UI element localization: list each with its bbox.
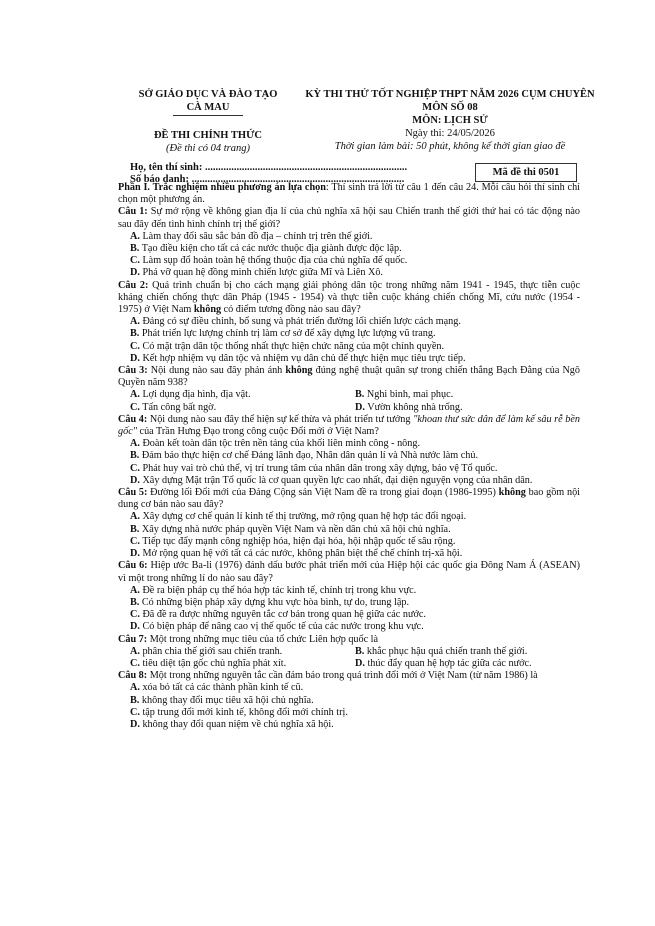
option-text: Có biện pháp để nâng cao vị thế quốc tế của các nước trong khu vực. <box>139 621 424 633</box>
official-label: ĐỀ THI CHÍNH THỨC <box>153 130 263 141</box>
question-stem <box>118 206 580 230</box>
answer-option <box>118 585 580 597</box>
option-letter: B. <box>130 523 140 535</box>
option-text: Đã đề ra được những nguyên tắc cơ bản trong quan hệ giữa các nước. <box>139 609 426 621</box>
option-text: khắc phục hậu quả chiến tranh thế giới. <box>364 645 528 657</box>
question-emphasis: không <box>498 487 526 499</box>
answer-option <box>118 341 580 353</box>
option-letter: C. <box>130 657 140 669</box>
question-text: Một trong những mục tiêu của tổ chức Liên hợp quốc là <box>147 633 379 645</box>
option-letter: B. <box>130 328 140 340</box>
question-emphasis: không <box>193 304 222 316</box>
option-letter: C. <box>130 401 140 413</box>
option-letter: C. <box>130 706 140 718</box>
option-text: không thay đổi mục tiêu xã hội chủ nghĩa. <box>139 694 314 706</box>
option-text: Vườn không nhà trống. <box>364 401 463 413</box>
answer-option <box>355 402 580 414</box>
option-letter: C. <box>130 340 140 352</box>
answer-option <box>118 267 580 279</box>
exam-code-box: Mã đề thi 0501 <box>475 163 577 182</box>
option-letter: B. <box>130 243 140 255</box>
answer-option <box>118 255 580 267</box>
option-text: phân chia thế giới sau chiến tranh. <box>139 645 283 657</box>
option-letter: D. <box>130 474 140 486</box>
answer-option <box>118 609 580 621</box>
answer-option <box>118 353 580 365</box>
option-text: Nghi binh, mai phục. <box>364 389 454 401</box>
answer-option <box>118 475 580 487</box>
answer-option <box>130 402 355 414</box>
option-letter: A. <box>130 389 140 401</box>
header-right <box>300 88 600 153</box>
answer-option <box>118 695 580 707</box>
option-text: tiêu diệt tận gốc chủ nghĩa phát xít. <box>139 657 287 669</box>
answer-option <box>355 389 580 401</box>
option-letter: B. <box>130 596 140 608</box>
answer-option <box>118 463 580 475</box>
option-letter: A. <box>130 316 140 328</box>
option-letter: D. <box>130 548 140 560</box>
header-left <box>128 88 288 155</box>
option-text: Xây dựng nhà nước pháp quyền Việt Nam và nền dân chủ xã hội chủ nghĩa. <box>139 523 451 535</box>
question-stem <box>118 560 580 584</box>
option-text: Đảng có sự điều chỉnh, bổ sung và phát triển đường lối chiến lược cách mạng. <box>139 316 461 328</box>
option-letter: B. <box>355 645 365 657</box>
question-stem <box>118 280 580 317</box>
section-intro <box>118 182 580 206</box>
option-text: Tạo điều kiện cho tất cả các nước thuộc địa giành được độc lập. <box>139 243 402 255</box>
answer-option-row <box>118 646 580 658</box>
option-letter: C. <box>130 609 140 621</box>
question-text: Một trong những nguyên tắc cần đảm bảo trong quá trình đổi mới ở Việt Nam (từ năm 1986) là <box>147 670 538 682</box>
option-letter: C. <box>130 255 140 267</box>
answer-option <box>355 646 580 658</box>
option-text: Tấn công bất ngờ. <box>139 401 217 413</box>
question-emphasis: không <box>285 365 313 377</box>
answer-option <box>118 597 580 609</box>
section-instructions: : Thí sinh trả lời từ câu 1 đến câu 24. Mỗi câu hỏi thí sinh chỉ chọn một phương án. <box>118 182 580 206</box>
option-text: Làm thay đổi sâu sắc bản đồ địa – chính trị trên thế giới. <box>139 230 373 242</box>
answer-option <box>118 243 580 255</box>
answer-option <box>130 658 355 670</box>
question-stem <box>118 487 580 511</box>
exam-title-line2: MÔN SỐ 08 <box>422 102 478 113</box>
question-stem <box>118 634 580 646</box>
question-text: Quá trình chuẩn bị cho cách mạng giải phóng dân tộc trong những năm 1941 - 1945, thực tiễn cuộc kháng chiến chống thực dân Pháp (1945 - 1954) và thực tiễn cuộc kháng chiến chống Mĩ, cứu nước (1954 - 1975) ở Việt Nam <box>118 279 581 316</box>
option-text: Phá vỡ quan hệ đồng minh chiến lược giữa Mĩ và Liên Xô. <box>139 267 383 279</box>
option-text: Có mặt trận dân tộc thống nhất thực hiện chức năng của một chính quyền. <box>139 340 445 352</box>
answer-option <box>118 707 580 719</box>
questions-body <box>118 182 580 731</box>
answer-option <box>118 438 580 450</box>
question-text: Sự mở rộng về không gian địa lí của chủ nghĩa xã hội sau Chiến tranh thế giới thứ hai có tác động nào sau đây đến tình hình chính trị thế giới? <box>118 206 580 230</box>
exam-date: Ngày thi: 24/05/2026 <box>405 128 495 139</box>
option-text: Đoàn kết toàn dân tộc trên nền tảng của khối liên minh công - nông. <box>139 438 420 450</box>
option-letter: A. <box>130 511 140 523</box>
exam-title: KỲ THI THỬ TỐT NGHIỆP THPT NĂM 2026 CỤM CHUYÊN <box>305 89 595 100</box>
option-text: Tiếp tục đẩy mạnh công nghiệp hóa, hiện đại hóa, hội nhập quốc tế sâu rộng. <box>139 535 456 547</box>
answer-option <box>118 450 580 462</box>
option-text: Kết hợp nhiệm vụ dân tộc và nhiệm vụ dân chủ để thực hiện mục tiêu trực tiếp. <box>139 352 466 364</box>
answer-option <box>118 621 580 633</box>
question-text-cont: bao gồm nội dung cơ bản nào sau đây? <box>118 487 581 511</box>
option-letter: C. <box>130 535 140 547</box>
option-letter: D. <box>130 621 140 633</box>
option-text: Có những biện pháp xây dựng khu vực hòa bình, tự do, trung lập. <box>139 596 410 608</box>
question-text: Hiệp ước Ba-li (1976) đánh dấu bước phát triển mới của Hiệp hội các quốc gia Đông Nam Á (ASEAN) vì một trong những lí do nào sau đây? <box>118 560 581 584</box>
question-text-cont: đúng nghệ thuật quân sự trong chiến thắng Bạch Đằng của Ngô Quyền năm 938? <box>118 365 580 389</box>
option-letter: A. <box>130 584 140 596</box>
answer-option-row <box>118 402 580 414</box>
answer-option <box>355 658 580 670</box>
question-text: Nội dung nào sau đây thể hiện sự kế thừa và phát triển tư tưởng <box>147 413 414 425</box>
question-number: Câu 3: <box>118 365 148 377</box>
department-name: SỞ GIÁO DỤC VÀ ĐÀO TẠO <box>138 89 278 100</box>
answer-option <box>118 548 580 560</box>
question-text: Đường lối Đổi mới của Đảng Cộng sản Việt Nam đề ra trong giai đoạn (1986-1995) <box>147 487 499 499</box>
option-letter: C. <box>130 462 140 474</box>
question-number: Câu 4: <box>118 413 148 425</box>
answer-option <box>118 316 580 328</box>
option-letter: A. <box>130 682 140 694</box>
option-letter: D. <box>355 657 365 669</box>
question-stem <box>118 414 580 438</box>
question-text-cont: có điểm tương đồng nào sau đây? <box>221 304 361 316</box>
answer-option-row <box>118 658 580 670</box>
time-note: Thời gian làm bài: 50 phút, không kể thời gian giao đề <box>334 141 566 152</box>
question-number: Câu 2: <box>118 279 149 291</box>
option-text: xóa bỏ tất cả các thành phần kinh tế cũ. <box>139 682 304 694</box>
option-letter: A. <box>130 230 140 242</box>
question-number: Câu 7: <box>118 633 148 645</box>
answer-option <box>118 328 580 340</box>
option-text: Xây dựng cơ chế quản lí kinh tế thị trường, mở rộng quan hệ hợp tác đối ngoại. <box>139 511 467 523</box>
option-text: tập trung đổi mới kinh tế, không đổi mới chính trị. <box>139 706 348 718</box>
candidate-name-field: Họ, tên thí sinh: ............................................................................. <box>130 162 408 173</box>
option-text: Xây dựng Mặt trận Tổ quốc là cơ quan quyền lực cao nhất, đại diện nguyện vọng của nhân dân. <box>139 474 533 486</box>
section-label: Phần I. Trắc nghiệm nhiều phương án lựa chọn <box>118 182 326 193</box>
option-text: Phát triển lực lượng chính trị làm cơ sở để xây dựng lực lượng vũ trang. <box>139 328 436 340</box>
answer-option <box>118 682 580 694</box>
answer-option <box>118 231 580 243</box>
answer-option <box>118 511 580 523</box>
question-number: Câu 6: <box>118 560 148 572</box>
department-province: CÀ MAU <box>186 102 230 113</box>
question-text-cont: của Trần Hưng Đạo trong công cuộc Đổi mới ở Việt Nam? <box>137 426 379 438</box>
option-letter: D. <box>130 352 140 364</box>
question-stem <box>118 365 580 389</box>
option-text: Mở rộng quan hệ với tất cả các nước, không phân biệt thể chế chính trị-xã hội. <box>139 548 463 560</box>
option-text: Đề ra biện pháp cụ thể hóa hợp tác kinh tế, chính trị trong khu vực. <box>139 584 417 596</box>
option-letter: A. <box>130 645 140 657</box>
header-underline <box>173 115 243 116</box>
answer-option <box>118 536 580 548</box>
option-letter: D. <box>130 718 140 730</box>
answer-option <box>130 646 355 658</box>
option-text: thúc đẩy quan hệ hợp tác giữa các nước. <box>364 657 532 669</box>
answer-option <box>118 524 580 536</box>
pages-note: (Đề thi có 04 trang) <box>166 143 250 154</box>
option-text: không thay đổi quan niệm về chủ nghĩa xã hội. <box>139 718 334 730</box>
option-letter: D. <box>130 267 140 279</box>
subject: MÔN: LỊCH SỬ <box>412 115 488 126</box>
answer-option-row <box>118 389 580 401</box>
option-letter: B. <box>130 694 140 706</box>
option-letter: D. <box>355 401 365 413</box>
option-text: Đảm bảo thực hiện cơ chế Đảng lãnh đạo, Nhân dân quản lí và Nhà nước làm chủ. <box>139 450 478 462</box>
question-number: Câu 5: <box>118 487 148 499</box>
option-letter: B. <box>130 450 140 462</box>
question-stem <box>118 670 580 682</box>
option-letter: B. <box>355 389 365 401</box>
question-text: Nội dung nào sau đây phản ánh <box>147 365 286 377</box>
option-letter: A. <box>130 438 140 450</box>
option-text: Phát huy vai trò chủ thể, vị trí trung tâm của nhân dân trong xây dựng, bảo vệ Tổ quốc. <box>139 462 498 474</box>
candidate-id-field: Số báo danh: ................................................................................. <box>130 174 405 185</box>
answer-option <box>118 719 580 731</box>
option-text: Làm sụp đổ hoàn toàn hệ thống thuộc địa của chủ nghĩa đế quốc. <box>139 255 408 267</box>
question-number: Câu 1: <box>118 206 148 218</box>
option-text: Lợi dụng địa hình, địa vật. <box>139 389 251 401</box>
question-number: Câu 8: <box>118 670 148 682</box>
question-quote: "khoan thư sức dân để làm kế sâu rễ bền gốc" <box>118 413 580 438</box>
answer-option <box>130 389 355 401</box>
